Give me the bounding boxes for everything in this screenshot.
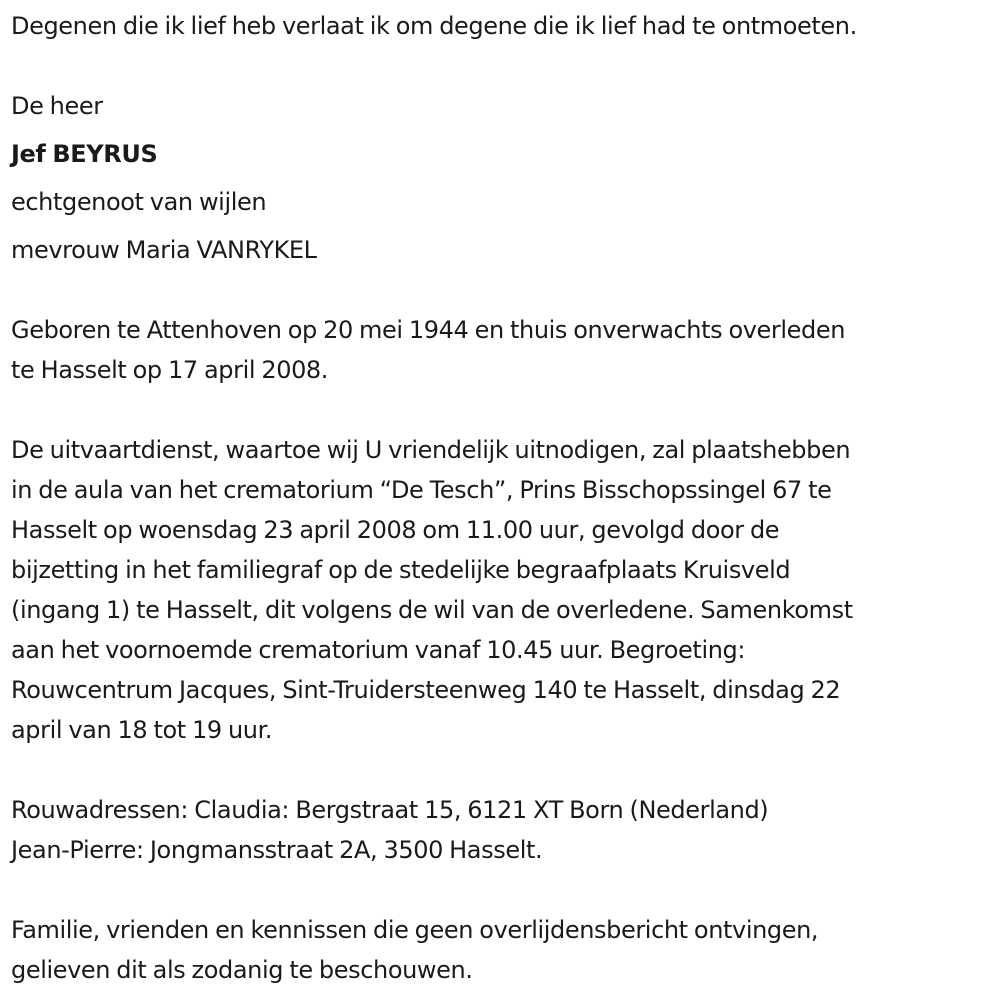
paragraph-line: Hasselt op woensdag 23 april 2008 om 11.00 uur, gevolgd door de	[11, 516, 780, 544]
spouse-line-2: mevrouw Maria VANRYKEL	[11, 236, 317, 264]
spouse-line-1: echtgenoot van wijlen	[11, 188, 267, 216]
paragraph-line: Jean-Pierre: Jongmansstraat 2A, 3500 Hasselt.	[11, 836, 543, 864]
paragraph-line: (ingang 1) te Hasselt, dit volgens de wil van de overledene. Samenkomst	[11, 596, 853, 624]
paragraph-line: Rouwadressen: Claudia: Bergstraat 15, 6121 XT Born (Nederland)	[11, 796, 769, 824]
paragraph-line: Rouwcentrum Jacques, Sint-Truidersteenweg 140 te Hasselt, dinsdag 22	[11, 676, 841, 704]
salutation: De heer	[11, 92, 103, 120]
paragraph-line: bijzetting in het familiegraf op de stedelijke begraafplaats Kruisveld	[11, 556, 791, 584]
paragraph-line: aan het voornoemde crematorium vanaf 10.45 uur. Begroeting:	[11, 636, 746, 664]
paragraph-line: Familie, vrienden en kennissen die geen overlijdensbericht ontvingen,	[11, 916, 819, 944]
paragraph-line: Geboren te Attenhoven op 20 mei 1944 en thuis onverwachts overleden	[11, 316, 846, 344]
paragraph-line: De uitvaartdienst, waartoe wij U vriendelijk uitnodigen, zal plaatshebben	[11, 436, 851, 464]
paragraph-line: in de aula van het crematorium “De Tesch”, Prins Bisschopssingel 67 te	[11, 476, 832, 504]
paragraph-line: te Hasselt op 17 april 2008.	[11, 356, 329, 384]
deceased-name: Jef BEYRUS	[11, 140, 158, 168]
paragraph-line: april van 18 tot 19 uur.	[11, 716, 273, 744]
paragraph-line: gelieven dit als zodanig te beschouwen.	[11, 956, 473, 984]
motto: Degenen die ik lief heb verlaat ik om degene die ik lief had te ontmoeten.	[11, 12, 857, 40]
